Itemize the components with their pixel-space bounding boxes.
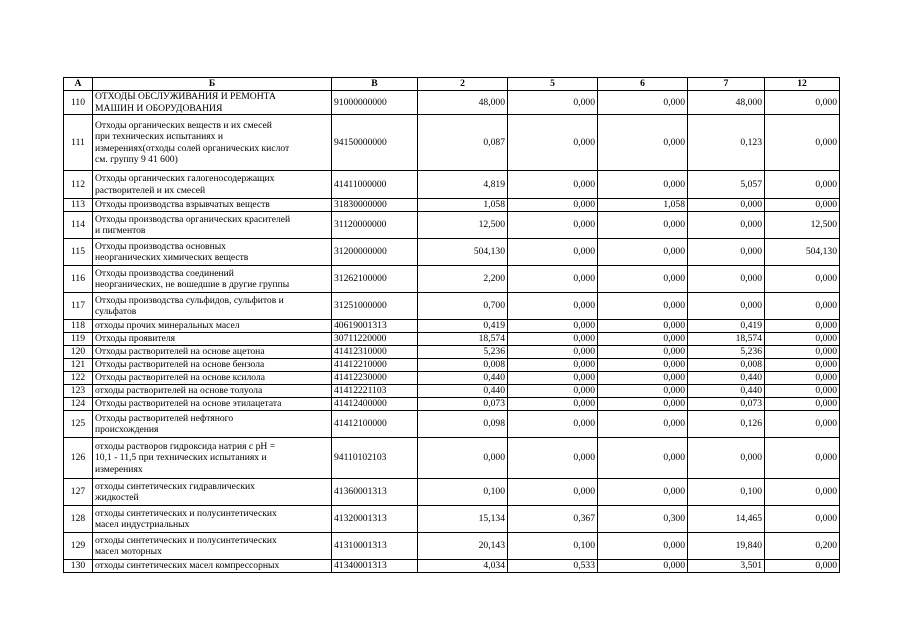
- waste-code: 91000000000: [332, 91, 418, 115]
- value-col-2: 0,700: [418, 293, 508, 320]
- table-row: [64, 398, 840, 411]
- waste-name: отходы прочих минеральных масел: [93, 320, 332, 333]
- value-col-6: 0,000: [598, 438, 688, 479]
- table-row: [64, 266, 840, 293]
- table-row: [64, 438, 840, 479]
- value-col-2: 0,008: [418, 359, 508, 372]
- waste-name: отходы растворов гидроксида натрия с рН = 10,1 - 11,5 при технических испытаниях и измерениях: [93, 438, 332, 479]
- value-col-6: 0,000: [598, 171, 688, 199]
- waste-name: Отходы производства взрывчатых веществ: [93, 199, 332, 212]
- value-col-5: 0,533: [508, 560, 598, 573]
- value-col-2: 0,419: [418, 320, 508, 333]
- row-number: 128: [64, 506, 93, 533]
- value-col-2: 0,440: [418, 385, 508, 398]
- value-col-5: 0,000: [508, 212, 598, 239]
- value-col-12: 0,000: [765, 346, 840, 359]
- value-col-2: 18,574: [418, 333, 508, 346]
- value-col-7: 0,440: [688, 385, 765, 398]
- row-number: 124: [64, 398, 93, 411]
- table-row: [64, 115, 840, 171]
- waste-code: 41412100000: [332, 411, 418, 438]
- waste-name: Отходы органических галогеносодержащих растворителей и их смесей: [93, 171, 332, 199]
- table-row: [64, 385, 840, 398]
- value-col-5: 0,000: [508, 346, 598, 359]
- waste-name: отходы синтетических гидравлических жидкостей: [93, 479, 332, 506]
- value-col-7: 0,008: [688, 359, 765, 372]
- waste-code: 41360001313: [332, 479, 418, 506]
- row-number: 117: [64, 293, 93, 320]
- value-col-6: 0,000: [598, 385, 688, 398]
- waste-code: 31120000000: [332, 212, 418, 239]
- waste-name: Отходы органических веществ и их смесей при технических испытаниях и измерениях(отходы солей органических кислот см. группу 9 41 600): [93, 115, 332, 171]
- value-col-6: 0,000: [598, 115, 688, 171]
- value-col-7: 48,000: [688, 91, 765, 115]
- waste-code: 94150000000: [332, 115, 418, 171]
- value-col-5: 0,000: [508, 411, 598, 438]
- waste-code: 31830000000: [332, 199, 418, 212]
- table-row: [64, 320, 840, 333]
- value-col-12: 0,000: [765, 199, 840, 212]
- table-row: [64, 359, 840, 372]
- row-number: 113: [64, 199, 93, 212]
- value-col-12: 0,000: [765, 479, 840, 506]
- table-row: [64, 479, 840, 506]
- value-col-12: 0,000: [765, 411, 840, 438]
- value-col-7: 3,501: [688, 560, 765, 573]
- value-col-12: 0,000: [765, 398, 840, 411]
- value-col-5: 0,000: [508, 320, 598, 333]
- row-number: 112: [64, 171, 93, 199]
- table-row: [64, 91, 840, 115]
- waste-code: 41412400000: [332, 398, 418, 411]
- waste-name: Отходы производства органических красителей и пигментов: [93, 212, 332, 239]
- table-row: [64, 212, 840, 239]
- header-col-5: 5: [508, 78, 598, 91]
- row-number: 127: [64, 479, 93, 506]
- value-col-2: 0,440: [418, 372, 508, 385]
- value-col-5: 0,000: [508, 359, 598, 372]
- table-row: [64, 239, 840, 266]
- value-col-2: 20,143: [418, 533, 508, 560]
- waste-code: 41411000000: [332, 171, 418, 199]
- table-row: [64, 560, 840, 573]
- value-col-2: 5,236: [418, 346, 508, 359]
- value-col-2: 4,819: [418, 171, 508, 199]
- value-col-5: 0,100: [508, 533, 598, 560]
- value-col-2: 4,034: [418, 560, 508, 573]
- value-col-12: 0,000: [765, 372, 840, 385]
- value-col-2: 0,000: [418, 438, 508, 479]
- waste-name: отходы растворителей на основе толуола: [93, 385, 332, 398]
- value-col-7: 18,574: [688, 333, 765, 346]
- value-col-6: 0,300: [598, 506, 688, 533]
- value-col-7: 0,126: [688, 411, 765, 438]
- value-col-6: 0,000: [598, 293, 688, 320]
- value-col-12: 0,000: [765, 293, 840, 320]
- waste-name: Отходы проявителя: [93, 333, 332, 346]
- value-col-5: 0,000: [508, 199, 598, 212]
- value-col-12: 0,000: [765, 333, 840, 346]
- value-col-6: 0,000: [598, 359, 688, 372]
- value-col-7: 0,073: [688, 398, 765, 411]
- waste-name: Отходы производства сульфидов, сульфитов и сульфатов: [93, 293, 332, 320]
- value-col-12: 0,000: [765, 385, 840, 398]
- value-col-12: 0,000: [765, 560, 840, 573]
- table-row: [64, 333, 840, 346]
- row-number: 126: [64, 438, 93, 479]
- table-row: [64, 199, 840, 212]
- row-number: 116: [64, 266, 93, 293]
- waste-code: 41412310000: [332, 346, 418, 359]
- row-number: 129: [64, 533, 93, 560]
- row-number: 122: [64, 372, 93, 385]
- header-col-7: 7: [688, 78, 765, 91]
- header-col-b: Б: [93, 78, 332, 91]
- waste-name: Отходы производства соединений неорганических, не вошедшие в другие группы: [93, 266, 332, 293]
- value-col-6: 0,000: [598, 91, 688, 115]
- waste-code: 41340001313: [332, 560, 418, 573]
- value-col-5: 0,000: [508, 479, 598, 506]
- value-col-12: 0,000: [765, 171, 840, 199]
- value-col-6: 0,000: [598, 333, 688, 346]
- waste-name: Отходы растворителей на основе ксилола: [93, 372, 332, 385]
- waste-table: [63, 77, 840, 573]
- value-col-2: 0,098: [418, 411, 508, 438]
- row-number: 118: [64, 320, 93, 333]
- waste-code: 30711220000: [332, 333, 418, 346]
- value-col-6: 0,000: [598, 398, 688, 411]
- value-col-7: 0,100: [688, 479, 765, 506]
- value-col-6: 0,000: [598, 560, 688, 573]
- waste-code: 94110102103: [332, 438, 418, 479]
- value-col-2: 15,134: [418, 506, 508, 533]
- row-number: 111: [64, 115, 93, 171]
- value-col-12: 0,000: [765, 359, 840, 372]
- value-col-5: 0,000: [508, 91, 598, 115]
- value-col-7: 0,123: [688, 115, 765, 171]
- waste-name: отходы синтетических масел компрессорных: [93, 560, 332, 573]
- value-col-2: 0,100: [418, 479, 508, 506]
- table-row: [64, 506, 840, 533]
- value-col-7: 0,000: [688, 293, 765, 320]
- waste-name: Отходы растворителей на основе бензола: [93, 359, 332, 372]
- waste-code: 31251000000: [332, 293, 418, 320]
- value-col-5: 0,367: [508, 506, 598, 533]
- row-number: 119: [64, 333, 93, 346]
- value-col-5: 0,000: [508, 438, 598, 479]
- row-number: 120: [64, 346, 93, 359]
- waste-code: 41320001313: [332, 506, 418, 533]
- header-col-12: 12: [765, 78, 840, 91]
- value-col-5: 0,000: [508, 385, 598, 398]
- value-col-7: 14,465: [688, 506, 765, 533]
- value-col-2: 1,058: [418, 199, 508, 212]
- waste-code: 41310001313: [332, 533, 418, 560]
- value-col-2: 2,200: [418, 266, 508, 293]
- value-col-12: 504,130: [765, 239, 840, 266]
- value-col-2: 0,073: [418, 398, 508, 411]
- value-col-6: 0,000: [598, 372, 688, 385]
- value-col-6: 0,000: [598, 411, 688, 438]
- value-col-6: 0,000: [598, 479, 688, 506]
- value-col-2: 0,087: [418, 115, 508, 171]
- value-col-7: 0,419: [688, 320, 765, 333]
- table-row: [64, 171, 840, 199]
- waste-code: 40619001313: [332, 320, 418, 333]
- waste-name: Отходы растворителей нефтяного происхождения: [93, 411, 332, 438]
- header-col-v: В: [332, 78, 418, 91]
- value-col-7: 5,057: [688, 171, 765, 199]
- row-number: 115: [64, 239, 93, 266]
- table-row: [64, 293, 840, 320]
- value-col-12: 0,000: [765, 115, 840, 171]
- table-row: [64, 346, 840, 359]
- value-col-5: 0,000: [508, 171, 598, 199]
- waste-code: 31200000000: [332, 239, 418, 266]
- table-row: [64, 372, 840, 385]
- value-col-5: 0,000: [508, 398, 598, 411]
- waste-code: 41412221103: [332, 385, 418, 398]
- table-row: [64, 533, 840, 560]
- value-col-2: 504,130: [418, 239, 508, 266]
- row-number: 114: [64, 212, 93, 239]
- value-col-7: 0,440: [688, 372, 765, 385]
- value-col-6: 0,000: [598, 239, 688, 266]
- value-col-12: 0,000: [765, 320, 840, 333]
- value-col-6: 0,000: [598, 320, 688, 333]
- value-col-7: 19,840: [688, 533, 765, 560]
- value-col-12: 0,000: [765, 91, 840, 115]
- value-col-6: 0,000: [598, 212, 688, 239]
- value-col-12: 12,500: [765, 212, 840, 239]
- row-number: 121: [64, 359, 93, 372]
- value-col-6: 0,000: [598, 346, 688, 359]
- waste-name: Отходы растворителей на основе этилацетата: [93, 398, 332, 411]
- waste-name: ОТХОДЫ ОБСЛУЖИВАНИЯ И РЕМОНТА МАШИН И ОБОРУДОВАНИЯ: [93, 91, 332, 115]
- waste-name: отходы синтетических и полусинтетических масел моторных: [93, 533, 332, 560]
- value-col-5: 0,000: [508, 293, 598, 320]
- value-col-2: 12,500: [418, 212, 508, 239]
- table-row: [64, 411, 840, 438]
- value-col-7: 0,000: [688, 266, 765, 293]
- value-col-5: 0,000: [508, 333, 598, 346]
- value-col-5: 0,000: [508, 266, 598, 293]
- header-col-a: А: [64, 78, 93, 91]
- waste-name: отходы синтетических и полусинтетических масел индустриальных: [93, 506, 332, 533]
- value-col-6: 1,058: [598, 199, 688, 212]
- header-col-2: 2: [418, 78, 508, 91]
- value-col-5: 0,000: [508, 115, 598, 171]
- waste-name: Отходы растворителей на основе ацетона: [93, 346, 332, 359]
- row-number: 130: [64, 560, 93, 573]
- value-col-7: 0,000: [688, 199, 765, 212]
- value-col-12: 0,000: [765, 266, 840, 293]
- waste-code: 31262100000: [332, 266, 418, 293]
- value-col-12: 0,200: [765, 533, 840, 560]
- value-col-2: 48,000: [418, 91, 508, 115]
- header-col-6: 6: [598, 78, 688, 91]
- row-number: 110: [64, 91, 93, 115]
- value-col-7: 0,000: [688, 438, 765, 479]
- value-col-6: 0,000: [598, 266, 688, 293]
- waste-code: 41412230000: [332, 372, 418, 385]
- waste-name: Отходы производства основных неорганических химических веществ: [93, 239, 332, 266]
- value-col-5: 0,000: [508, 372, 598, 385]
- value-col-7: 0,000: [688, 212, 765, 239]
- row-number: 123: [64, 385, 93, 398]
- value-col-7: 5,236: [688, 346, 765, 359]
- header-row: [64, 78, 840, 91]
- value-col-5: 0,000: [508, 239, 598, 266]
- value-col-6: 0,000: [598, 533, 688, 560]
- value-col-12: 0,000: [765, 438, 840, 479]
- value-col-12: 0,000: [765, 506, 840, 533]
- row-number: 125: [64, 411, 93, 438]
- waste-code: 41412210000: [332, 359, 418, 372]
- value-col-7: 0,000: [688, 239, 765, 266]
